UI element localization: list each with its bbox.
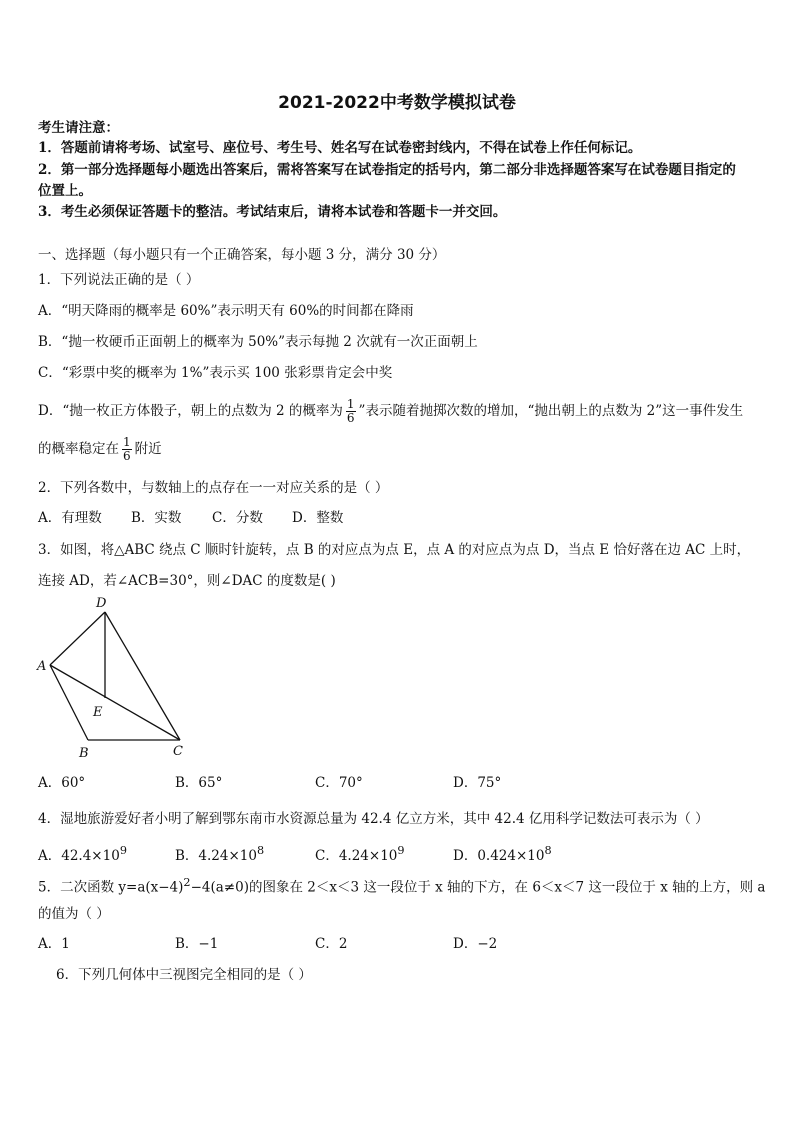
q3-triangle-figure [34,594,194,764]
q5-option-b: B．−1 [175,936,219,952]
q1-option-c: C．“彩票中奖的概率为 1%”表示买 100 张彩票肯定会中奖 [38,365,393,381]
fraction-numerator: 1 [123,435,131,449]
segment-dc [105,612,180,740]
notice-item-2-cont: 位置上。 [38,183,92,199]
label-d: D [96,596,107,611]
q4-a-label: A．42.4×10 [38,847,120,864]
q3-option-a: A．60° [38,775,86,791]
q4-option-c [315,841,453,866]
q5-stem-line1 [38,873,766,898]
q4-d-exponent: 8 [544,844,552,857]
q1-option-d-line1 [38,397,762,425]
q1-d-text-1: D．“抛一枚正方体骰子，朝上的点数为 2 的概率为 [38,403,343,419]
notice-heading: 考生请注意： [38,120,119,136]
q4-option-d [453,841,552,866]
q2-stem: 2．下列各数中，与数轴上的点存在一一对应关系的是（ ） [38,480,389,496]
q3-stem-line1: 3．如图，将△ABC 绕点 C 顺时针旋转，点 B 的对应点为点 E，点 A 的对应点为点 D，当点 E 恰好落在边 AC 上时， [38,542,751,558]
fraction-one-sixth-2 [122,436,132,463]
q2-option-c: C．分数 [212,510,263,526]
q1-d-text-3: 的概率稳定在 [38,441,119,457]
q2-option-a: A．有理数 [38,510,102,526]
label-e: E [93,705,103,720]
notice-item-3: 3．考生必须保证答题卡的整洁。考试结束后，请将本试卷和答题卡一并交回。 [38,204,507,220]
q5-stem-part1: 5．二次函数 y=a(x−4) [38,879,184,896]
q5-square-exponent: 2 [183,876,191,889]
q5-option-c: C．2 [315,936,348,952]
q4-option-b [175,841,315,866]
label-c: C [173,744,183,759]
q4-b-exponent: 8 [256,844,265,857]
section-heading: 一、选择题（每小题只有一个正确答案，每小题 3 分，满分 30 分） [38,247,446,263]
label-b: B [79,746,89,761]
q1-option-a: A．“明天降雨的概率是 60%”表示明天有 60%的时间都在降雨 [38,303,414,319]
q6-stem: 6．下列几何体中三视图完全相同的是（ ） [56,967,312,983]
fraction-denominator: 6 [346,411,355,425]
notice-item-1: 1．答题前请将考场、试室号、座位号、考生号、姓名写在试卷密封线内，不得在试卷上作任何标记。 [38,140,642,156]
q3-options [38,773,762,793]
q2-option-b: B．实数 [131,510,182,526]
q3-stem-line2: 连接 AD，若∠ACB=30°，则∠DAC 的度数是( ) [38,573,336,589]
q4-a-exponent: 9 [119,844,127,857]
q1-stem: 1．下列说法正确的是（ ） [38,272,200,288]
q5-stem-part2: −4(a≠0)的图象在 2＜x＜3 这一段位于 x 轴的下方，在 6＜x＜7 这一段位于 x 轴的上方，则 a [190,879,766,896]
q1-option-d-line2 [38,435,762,463]
q1-d-text-4: 附近 [134,441,162,457]
q1-d-text-2: ”表示随着抛掷次数的增加，“抛出朝上的点数为 2”这一事件发生 [358,403,744,419]
label-a: A [37,659,47,674]
segment-ad [50,612,105,665]
q3-option-d: D．75° [453,775,502,791]
q1-option-b: B．“抛一枚硬币正面朝上的概率为 50%”表示每抛 2 次就有一次正面朝上 [38,334,478,350]
q4-option-a [38,841,175,866]
q4-d-label: D．0.424×10 [453,847,545,864]
q2-options [38,508,762,528]
q3-option-c: C．70° [315,775,363,791]
q4-c-exponent: 9 [397,844,405,857]
notice-item-2: 2．第一部分选择题每小题选出答案后，需将答案写在试卷指定的括号内，第二部分非选择题答案写在试卷题目指定的 [38,162,736,178]
page-title: 2021-2022中考数学模拟试卷 [278,93,516,113]
fraction-denominator: 6 [123,449,131,463]
q2-option-d: D．整数 [292,510,344,526]
q5-options [38,934,762,954]
q5-option-d: D．−2 [453,936,498,952]
fraction-numerator: 1 [346,397,355,411]
q4-b-label: B．4.24×10 [175,847,257,864]
fraction-one-sixth [346,398,356,425]
q3-option-b: B．65° [175,775,223,791]
q4-options [38,841,762,866]
q4-c-label: C．4.24×10 [315,847,398,864]
q5-stem-line2: 的值为（ ） [38,906,110,922]
q4-stem: 4．湿地旅游爱好者小明了解到鄂东南市水资源总量为 42.4 亿立方米，其中 42.4 亿用科学记数法可表示为（ ） [38,811,709,827]
q5-option-a: A．1 [38,936,70,952]
